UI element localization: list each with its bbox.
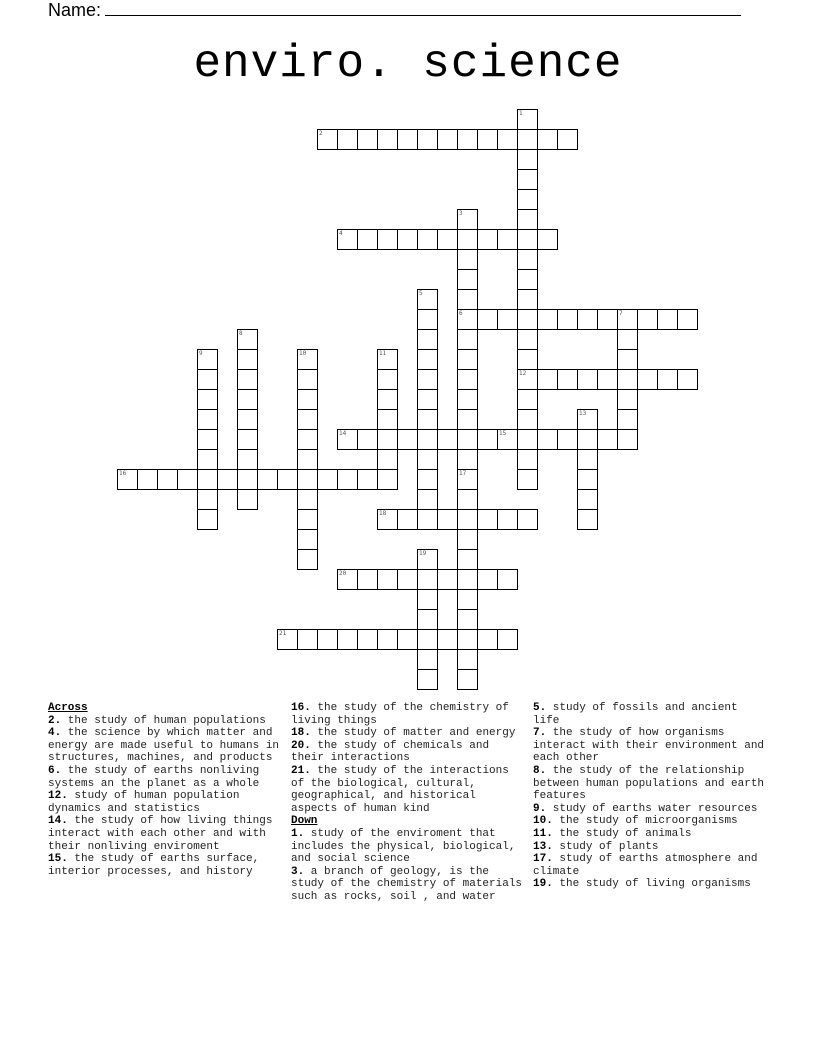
crossword-cell[interactable] (517, 429, 538, 450)
name-label: Name: (48, 0, 102, 20)
clue-number: 16. (291, 702, 311, 714)
crossword-cell[interactable] (457, 469, 478, 490)
down-clue (533, 803, 769, 816)
crossword-cell[interactable] (617, 309, 638, 330)
crossword-cell[interactable] (637, 309, 658, 330)
crossword-cell[interactable] (317, 129, 338, 150)
crossword-cell[interactable] (517, 229, 538, 250)
crossword-cell[interactable] (417, 309, 438, 330)
clue-number: 20. (291, 739, 311, 752)
clue-text: study of fossils and ancient life (533, 702, 738, 727)
crossword-cell[interactable] (657, 309, 678, 330)
clue-text: the study of the chemistry of living things (291, 702, 509, 727)
crossword-cell[interactable] (537, 369, 558, 390)
crossword-cell[interactable] (237, 429, 258, 450)
crossword-cell[interactable] (437, 629, 458, 650)
crossword-cell[interactable] (357, 569, 378, 590)
crossword-cell[interactable] (357, 129, 378, 150)
crossword-cell[interactable] (477, 309, 498, 330)
crossword-cell[interactable] (477, 629, 498, 650)
crossword-cell[interactable] (597, 309, 618, 330)
crossword-cell[interactable] (377, 509, 398, 530)
clue-text: the study of chemicals and their interactions (291, 739, 490, 765)
crossword-cell[interactable] (237, 469, 258, 490)
crossword-cell[interactable] (497, 229, 518, 250)
crossword-cell[interactable] (377, 469, 398, 490)
crossword-cell[interactable] (197, 409, 218, 430)
crossword-cell[interactable] (357, 469, 378, 490)
crossword-cell[interactable] (297, 369, 318, 390)
crossword-cell[interactable] (417, 229, 438, 250)
crossword-cell[interactable] (317, 469, 338, 490)
clue-number-label: 10 (299, 350, 307, 357)
crossword-cell[interactable] (117, 469, 138, 490)
crossword-cell[interactable] (297, 449, 318, 470)
crossword-cell[interactable] (397, 129, 418, 150)
across-clue (48, 853, 284, 878)
clue-text: the study of earths nonliving systems an the planet as a whole (48, 764, 260, 790)
crossword-cell[interactable] (537, 309, 558, 330)
crossword-cell[interactable] (517, 349, 538, 370)
clue-number-label: 18 (379, 510, 387, 517)
crossword-cell[interactable] (337, 429, 358, 450)
crossword-cell[interactable] (457, 389, 478, 410)
crossword-cell[interactable] (577, 409, 598, 430)
crossword-cell[interactable] (337, 629, 358, 650)
crossword-cell[interactable] (497, 309, 518, 330)
crossword-cell[interactable] (457, 549, 478, 570)
down-clue (533, 878, 769, 891)
crossword-cell[interactable] (377, 229, 398, 250)
crossword-cell[interactable] (357, 229, 378, 250)
crossword-cell[interactable] (457, 289, 478, 310)
crossword-cell[interactable] (517, 449, 538, 470)
crossword-cell[interactable] (297, 389, 318, 410)
crossword-cell[interactable] (197, 369, 218, 390)
crossword-cell[interactable] (177, 469, 198, 490)
puzzle-title: enviro. science (193, 38, 623, 90)
crossword-cell[interactable] (557, 369, 578, 390)
crossword-cell[interactable] (517, 289, 538, 310)
crossword-cell[interactable] (237, 329, 258, 350)
crossword-cell[interactable] (417, 649, 438, 670)
crossword-cell[interactable] (417, 469, 438, 490)
down-clue (291, 828, 527, 866)
crossword-cell[interactable] (197, 449, 218, 470)
crossword-cell[interactable] (497, 429, 518, 450)
crossword-cell[interactable] (457, 449, 478, 470)
crossword-cell[interactable] (477, 229, 498, 250)
down-clue (533, 815, 769, 828)
crossword-cell[interactable] (517, 129, 538, 150)
crossword-cell[interactable] (297, 349, 318, 370)
crossword-cell[interactable] (517, 369, 538, 390)
crossword-cell[interactable] (497, 569, 518, 590)
crossword-cell[interactable] (417, 129, 438, 150)
clues-column-1 (48, 702, 284, 878)
crossword-cell[interactable] (377, 409, 398, 430)
crossword-cell[interactable] (417, 589, 438, 610)
crossword-cell[interactable] (337, 469, 358, 490)
crossword-cell[interactable] (537, 129, 558, 150)
crossword-cell[interactable] (417, 429, 438, 450)
clue-text: the study of human populations (61, 714, 266, 727)
crossword-cell[interactable] (477, 509, 498, 530)
clue-number-label: 6 (459, 310, 463, 317)
crossword-cell[interactable] (657, 369, 678, 390)
crossword-cell[interactable] (517, 109, 538, 130)
crossword-cell[interactable] (517, 409, 538, 430)
clue-number-label: 9 (199, 350, 203, 357)
crossword-cell[interactable] (417, 389, 438, 410)
crossword-cell[interactable] (457, 509, 478, 530)
crossword-cell[interactable] (517, 169, 538, 190)
clue-number-label: 11 (379, 350, 387, 357)
crossword-cell[interactable] (237, 409, 258, 430)
crossword-cell[interactable] (237, 489, 258, 510)
clue-number: 15. (48, 853, 68, 866)
crossword-cell[interactable] (457, 609, 478, 630)
crossword-cell[interactable] (237, 349, 258, 370)
crossword-cell[interactable] (517, 249, 538, 270)
crossword-cell[interactable] (257, 469, 278, 490)
crossword-cell[interactable] (437, 229, 458, 250)
crossword-cell[interactable] (457, 569, 478, 590)
across-clue (291, 702, 527, 727)
clue-number: 11. (533, 827, 553, 840)
crossword-cell[interactable] (197, 469, 218, 490)
crossword-cell[interactable] (377, 369, 398, 390)
crossword-cell[interactable] (437, 509, 458, 530)
crossword-cell[interactable] (517, 329, 538, 350)
crossword-cell[interactable] (457, 209, 478, 230)
clue-text: the study of matter and energy (310, 727, 516, 740)
crossword-cell[interactable] (397, 629, 418, 650)
crossword-cell[interactable] (417, 409, 438, 430)
crossword-cell[interactable] (517, 189, 538, 210)
clue-text: the study of the relationship between human populations and earth features (533, 764, 765, 803)
across-clue (48, 790, 284, 815)
crossword-cell[interactable] (417, 289, 438, 310)
crossword-cell[interactable] (457, 409, 478, 430)
down-clue (533, 765, 769, 803)
crossword-cell[interactable] (457, 309, 478, 330)
crossword-cell[interactable] (597, 429, 618, 450)
crossword-cell[interactable] (237, 369, 258, 390)
crossword-cell[interactable] (517, 149, 538, 170)
clue-text: the study of how organisms interact with their environment and each other (533, 727, 765, 765)
crossword-cell[interactable] (377, 629, 398, 650)
crossword-cell[interactable] (517, 309, 538, 330)
clue-text: the science by which matter and energy are made useful to humans in structures, machines, and products (48, 727, 280, 765)
crossword-cell[interactable] (577, 309, 598, 330)
clue-number-label: 2 (319, 130, 323, 137)
crossword-cell[interactable] (197, 389, 218, 410)
across-clue (48, 765, 284, 790)
across-clue (48, 815, 284, 853)
crossword-cell[interactable] (377, 569, 398, 590)
clue-number-label: 15 (499, 430, 507, 437)
crossword-cell[interactable] (377, 449, 398, 470)
clue-number-label: 3 (459, 210, 463, 217)
crossword-cell[interactable] (457, 489, 478, 510)
crossword-cell[interactable] (417, 669, 438, 690)
crossword-cell[interactable] (417, 609, 438, 630)
crossword-cell[interactable] (277, 629, 298, 650)
crossword-cell[interactable] (497, 629, 518, 650)
clue-text: study of human population dynamics and statistics (48, 790, 240, 815)
crossword-cell[interactable] (517, 209, 538, 230)
clue-number: 13. (533, 840, 553, 853)
crossword-cell[interactable] (417, 369, 438, 390)
down-clue (533, 841, 769, 854)
clue-number-label: 4 (339, 230, 343, 237)
crossword-cell[interactable] (357, 629, 378, 650)
clue-number-label: 16 (119, 470, 127, 477)
clue-text: the study of how living things interact with each other and with their nonliving enviroment (48, 815, 273, 853)
crossword-cell[interactable] (297, 509, 318, 530)
crossword-cell[interactable] (457, 349, 478, 370)
crossword-cell[interactable] (377, 349, 398, 370)
crossword-cell[interactable] (317, 629, 338, 650)
crossword-cell[interactable] (537, 229, 558, 250)
crossword-cell[interactable] (377, 429, 398, 450)
crossword-cell[interactable] (397, 509, 418, 530)
crossword-cell[interactable] (457, 249, 478, 270)
crossword-cell[interactable] (677, 369, 698, 390)
crossword-cell[interactable] (397, 429, 418, 450)
crossword-cell[interactable] (577, 509, 598, 530)
crossword-cell[interactable] (457, 229, 478, 250)
clue-number: 17. (533, 853, 553, 866)
crossword-cell[interactable] (197, 489, 218, 510)
clue-number: 7. (533, 727, 547, 740)
down-heading: Down (291, 815, 318, 828)
crossword-cell[interactable] (457, 629, 478, 650)
crossword-cell[interactable] (337, 569, 358, 590)
clue-number: 4. (48, 727, 62, 740)
crossword-cell[interactable] (417, 549, 438, 570)
crossword-cell[interactable] (137, 469, 158, 490)
across-clue (291, 727, 527, 740)
crossword-cell[interactable] (197, 349, 218, 370)
crossword-cell[interactable] (477, 129, 498, 150)
crossword-cell[interactable] (197, 509, 218, 530)
clue-text: study of the enviroment that includes the physical, biological, and social science (291, 827, 516, 866)
clue-number: 5. (533, 702, 547, 714)
crossword-cell[interactable] (517, 509, 538, 530)
crossword-cell[interactable] (217, 469, 238, 490)
clue-number: 19. (533, 878, 553, 891)
crossword-cell[interactable] (677, 309, 698, 330)
crossword-cell[interactable] (557, 129, 578, 150)
crossword-cell[interactable] (457, 669, 478, 690)
down-clue (533, 727, 769, 765)
crossword-cell[interactable] (437, 569, 458, 590)
clue-number: 10. (533, 815, 553, 828)
crossword-cell[interactable] (617, 429, 638, 450)
crossword-cell[interactable] (577, 469, 598, 490)
down-clue (291, 866, 527, 904)
crossword-cell[interactable] (377, 129, 398, 150)
crossword-cell[interactable] (557, 429, 578, 450)
crossword-cell[interactable] (237, 449, 258, 470)
crossword-cell[interactable] (277, 469, 298, 490)
crossword-cell[interactable] (417, 509, 438, 530)
crossword-cell[interactable] (457, 369, 478, 390)
clue-number: 2. (48, 714, 62, 727)
crossword-cell[interactable] (637, 369, 658, 390)
crossword-cell[interactable] (517, 389, 538, 410)
crossword-cell[interactable] (617, 349, 638, 370)
crossword-cell[interactable] (237, 389, 258, 410)
crossword-cell[interactable] (197, 429, 218, 450)
crossword-cell[interactable] (337, 229, 358, 250)
clue-number: 18. (291, 727, 311, 740)
crossword-cell[interactable] (577, 369, 598, 390)
down-clue (533, 853, 769, 878)
clue-text: the study of animals (552, 827, 692, 840)
crossword-cell[interactable] (297, 489, 318, 510)
crossword-cell[interactable] (297, 409, 318, 430)
clue-number-label: 1 (519, 110, 523, 117)
across-clue (48, 727, 284, 765)
clue-text: the study of the interactions of the biological, cultural, geographical, and historical aspects of human kind (291, 764, 509, 815)
clue-number: 1. (291, 827, 305, 840)
crossword-cell[interactable] (457, 429, 478, 450)
crossword-cell[interactable] (457, 329, 478, 350)
crossword-cell[interactable] (417, 489, 438, 510)
clue-text: the study of microorganisms (552, 815, 738, 828)
crossword-cell[interactable] (517, 469, 538, 490)
crossword-cell[interactable] (497, 509, 518, 530)
clues-column-2 (291, 702, 527, 904)
clue-number-label: 7 (619, 310, 623, 317)
crossword-cell[interactable] (297, 529, 318, 550)
down-clue (533, 702, 769, 727)
crossword-cell[interactable] (617, 409, 638, 430)
crossword-cell[interactable] (297, 429, 318, 450)
clue-number-label: 21 (279, 630, 287, 637)
crossword-cell[interactable] (337, 129, 358, 150)
crossword-cell[interactable] (357, 429, 378, 450)
crossword-cell[interactable] (417, 449, 438, 470)
crossword-cell[interactable] (577, 429, 598, 450)
crossword-cell[interactable] (617, 329, 638, 350)
crossword-cell[interactable] (577, 449, 598, 470)
crossword-cell[interactable] (157, 469, 178, 490)
clue-text: study of plants (552, 840, 659, 853)
crossword-cell[interactable] (617, 389, 638, 410)
clue-number-label: 19 (419, 550, 427, 557)
clue-number: 8. (533, 764, 547, 777)
crossword-cell[interactable] (397, 569, 418, 590)
clue-text: study of earths atmosphere and climate (533, 853, 758, 878)
clue-number-label: 13 (579, 410, 587, 417)
clue-number: 3. (291, 865, 305, 878)
crossword-cell[interactable] (457, 129, 478, 150)
clue-number: 6. (48, 764, 62, 777)
clue-text: the study of earths surface, interior processes, and history (48, 853, 260, 878)
crossword-cell[interactable] (397, 229, 418, 250)
crossword-cell[interactable] (437, 429, 458, 450)
across-heading: Across (48, 702, 88, 714)
crossword-cell[interactable] (517, 269, 538, 290)
across-clue (291, 765, 527, 815)
clue-number-label: 14 (339, 430, 347, 437)
clue-number: 14. (48, 815, 68, 828)
clue-number-label: 8 (239, 330, 243, 337)
clue-number: 12. (48, 790, 68, 803)
crossword-cell[interactable] (537, 429, 558, 450)
crossword-cell[interactable] (497, 129, 518, 150)
crossword-cell[interactable] (417, 569, 438, 590)
crossword-cell[interactable] (557, 309, 578, 330)
clues-column-3 (533, 702, 769, 891)
crossword-cell[interactable] (457, 589, 478, 610)
crossword-cell[interactable] (297, 549, 318, 570)
crossword-cell[interactable] (477, 569, 498, 590)
clue-number: 9. (533, 802, 547, 815)
down-clue (533, 828, 769, 841)
across-clue (291, 740, 527, 765)
crossword-cell[interactable] (457, 649, 478, 670)
crossword-cell[interactable] (457, 529, 478, 550)
crossword-cell[interactable] (297, 469, 318, 490)
clue-number-label: 5 (419, 290, 423, 297)
clue-text: the study of living organisms (552, 878, 751, 891)
crossword-cell[interactable] (297, 629, 318, 650)
crossword-cell[interactable] (417, 629, 438, 650)
crossword-cell[interactable] (617, 369, 638, 390)
crossword-cell[interactable] (437, 129, 458, 150)
clue-number-label: 17 (459, 470, 467, 477)
crossword-cell[interactable] (577, 489, 598, 510)
crossword-cell[interactable] (457, 269, 478, 290)
crossword-cell[interactable] (417, 329, 438, 350)
crossword-cell[interactable] (597, 369, 618, 390)
crossword-cell[interactable] (477, 429, 498, 450)
crossword-cell[interactable] (417, 349, 438, 370)
clue-number: 21. (291, 764, 311, 777)
clue-number-label: 20 (339, 570, 347, 577)
clue-text: study of earths water resources (546, 802, 758, 815)
across-clue (48, 715, 284, 728)
crossword-cell[interactable] (377, 389, 398, 410)
clue-text: a branch of geology, is the study of the chemistry of materials such as rocks, soil , and water (291, 865, 523, 903)
clue-number-label: 12 (519, 370, 527, 377)
